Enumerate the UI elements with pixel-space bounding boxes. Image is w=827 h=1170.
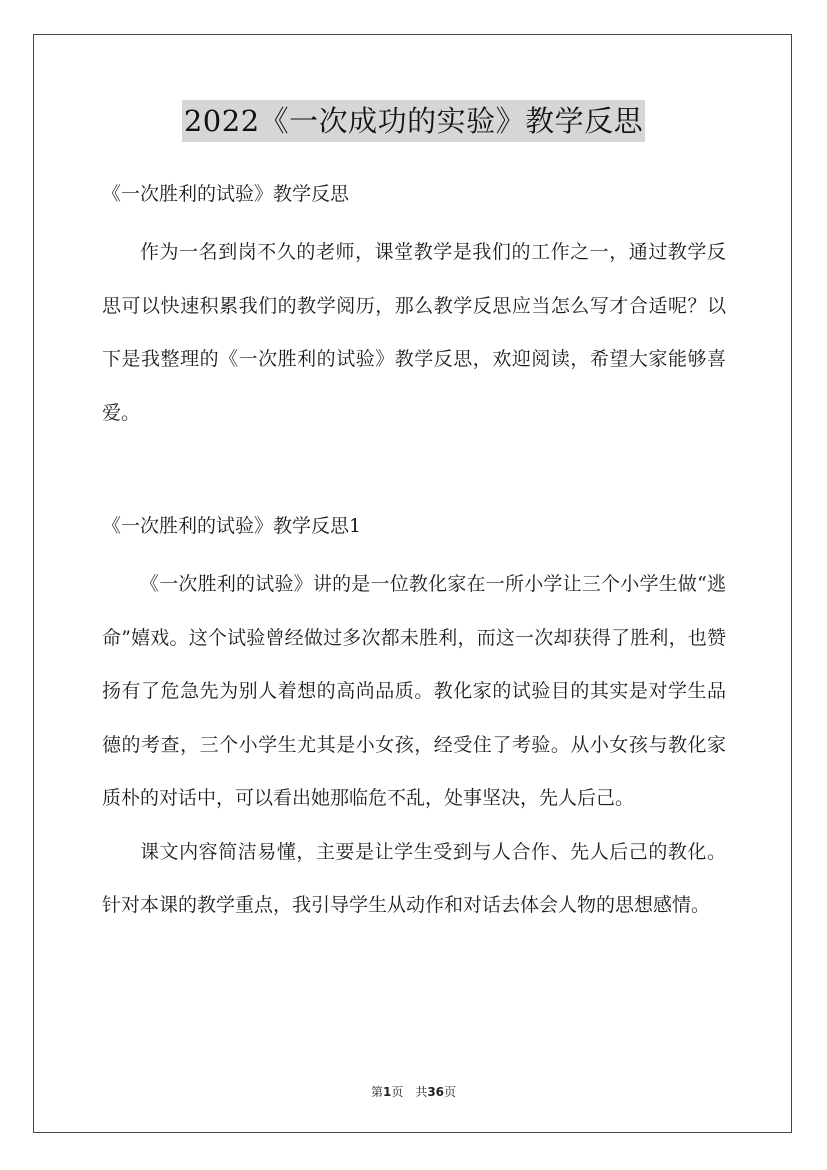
intro-heading: 《一次胜利的试验》教学反思 — [102, 183, 350, 205]
section1-heading: 《一次胜利的试验》教学反思1 — [102, 515, 362, 537]
page-footer — [0, 1083, 827, 1100]
spacer — [102, 218, 726, 226]
section1-paragraph-2: 课文内容简洁易懂，主要是让学生受到与人合作、先人后己的教化。针对本课的教学重点，我引导学生从动作和对话去体会人物的思想感情。 — [102, 840, 726, 916]
spacer — [102, 440, 726, 502]
spacer — [102, 550, 726, 558]
footer-page-suffix: 页 — [444, 1085, 457, 1099]
intro-paragraph: 作为一名到岗不久的老师，课堂教学是我们的工作之一，通过教学反思可以快速积累我们的教学阅历，那么教学反思应当怎么写才合适呢？以下是我整理的《一次胜利的试验》教学反思，欢迎阅读，希望大家能够喜爱。 — [102, 241, 726, 424]
footer-page-current: 1 — [382, 1085, 392, 1099]
document-body — [102, 170, 726, 933]
footer-page-total: 36 — [427, 1085, 445, 1099]
document-title: 2022《一次成功的实验》教学反思 — [182, 100, 645, 142]
footer-page-prefix: 第 — [370, 1085, 383, 1099]
footer-page-mid: 页 共 — [391, 1085, 428, 1099]
section1-paragraph-1: 《一次胜利的试验》讲的是一位教化家在一所小学让三个小学生做“逃命”嬉戏。这个试验曾经做过多次都未胜利，而这一次却获得了胜利，也赞扬有了危急先为别人着想的高尚品质。教化家的试验目的其实是对学生品德的考查，三个小学生尤其是小女孩，经受住了考验。从小女孩与教化家质朴的对话中，可以看出她那临危不乱，处事坚决，先人后己。 — [102, 573, 726, 809]
title-container — [0, 100, 827, 142]
